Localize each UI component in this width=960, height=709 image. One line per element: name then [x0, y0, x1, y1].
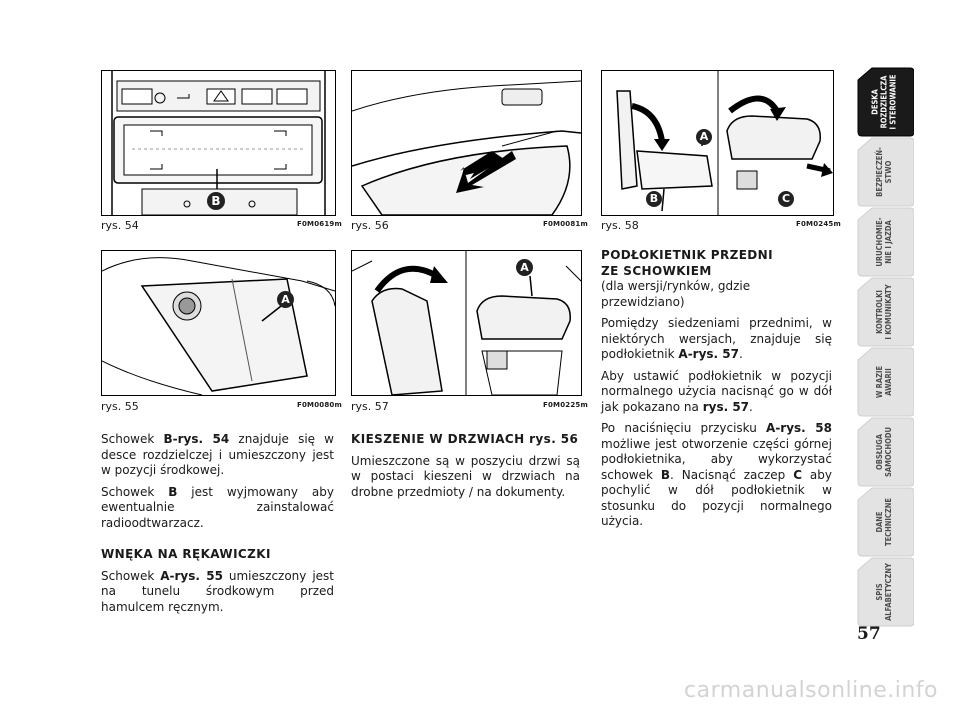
figure-54 — [101, 70, 336, 216]
paragraph: Aby ustawić podłokietnik w pozycji normalnego użycia nacisnąć go w dół jak pokazano na rys. 57. — [601, 368, 832, 414]
tab-label: URUCHOMIE- NIE I JAZDA — [875, 217, 893, 267]
page-number: 57 — [857, 624, 881, 644]
callout-a: A — [696, 129, 712, 145]
tab-dane-techniczne[interactable] — [854, 486, 914, 558]
callout-a: A — [516, 259, 533, 276]
tab-label: SPIS ALFABETYCZNY — [875, 563, 893, 621]
column-3-text — [601, 248, 832, 536]
code-f0m0080m: F0M0080m — [297, 401, 342, 409]
caption-rys-57: rys. 57 — [351, 400, 389, 413]
tab-label: OBSŁUGA SAMOCHODU — [875, 427, 893, 477]
tab-deska-rozdzielcza[interactable] — [854, 66, 914, 138]
armrest-storage-illustration — [602, 71, 833, 215]
subheading: (dla wersji/rynków, gdzie przewidziano) — [601, 279, 751, 309]
figure-55 — [101, 250, 336, 396]
paragraph: Umieszczone są w poszyciu drzwi są w postaci kieszeni w drzwiach na drobne przedmioty / na dokumenty. — [351, 453, 580, 499]
tab-kontrolki[interactable] — [854, 276, 914, 348]
code-f0m0081m: F0M0081m — [543, 220, 588, 228]
tab-obsluga[interactable] — [854, 416, 914, 488]
paragraph: Po naciśnięciu przycisku A-rys. 58 możliwe jest otworzenie części górnej podłokietnika, aby wykorzystać schowek B. Nacisnąć zaczep C aby pochylić w dół podłokietnik w stosunku do pozycji normalnego użycia. — [601, 421, 832, 528]
caption-rys-58: rys. 58 — [601, 219, 639, 232]
column-2-text — [351, 432, 580, 506]
callout-b: B — [207, 192, 225, 210]
column-1-text — [101, 432, 334, 621]
callout-b: B — [646, 191, 662, 207]
tab-spis-alfabetyczny[interactable] — [854, 556, 914, 628]
callout-a: A — [277, 291, 294, 308]
section-heading: WNĘKA NA RĘKAWICZKI — [101, 547, 271, 561]
callout-c: C — [778, 191, 794, 207]
figure-58 — [601, 70, 834, 216]
tunnel-compartment-illustration — [102, 251, 335, 395]
watermark: carmanualsonline.info — [684, 678, 938, 703]
tab-label: DANE TECHNICZNE — [875, 497, 893, 547]
tab-label: W RAZIE AWARII — [875, 365, 893, 399]
paragraph: Schowek A-rys. 55 umieszczony jest na tunelu środkowym przed hamulcem ręcznym. — [101, 568, 334, 614]
section-heading: ZE SCHOWKIEM — [601, 263, 712, 278]
figure-57 — [351, 250, 582, 396]
code-f0m0225m: F0M0225m — [543, 401, 588, 409]
section-heading: KIESZENIE W DRZWIACH rys. 56 — [351, 432, 579, 446]
chapter-sidebar — [854, 66, 914, 621]
caption-rys-56: rys. 56 — [351, 219, 389, 232]
tab-uruchomienie[interactable] — [854, 206, 914, 278]
paragraph: Pomiędzy siedzeniami przednimi, w niektórych wersjach, znajduje się podłokietnik A-rys. 57. — [601, 316, 832, 361]
tab-label: KONTROLKI I KOMUNIKATY — [875, 284, 893, 340]
paragraph: Schowek B jest wyjmowany aby ewentualnie zainstalować radioodtwarzacz. — [101, 484, 334, 530]
code-f0m0245m: F0M0245m — [796, 220, 841, 228]
armrest-lowering-illustration — [352, 251, 581, 395]
tab-label: DESKA ROZDZIELCZA I STEROWANIE — [870, 74, 898, 130]
tab-label: BEZPIECZEŃ- STWO — [875, 147, 893, 197]
figure-56 — [351, 70, 582, 216]
code-f0m0619m: F0M0619m — [297, 220, 342, 228]
paragraph: Schowek B-rys. 54 znajduje się w desce rozdzielczej i umieszczony jest w pozycji środkowej. — [101, 432, 335, 477]
door-pocket-illustration — [352, 71, 581, 215]
tab-w-razie-awarii[interactable] — [854, 346, 914, 418]
caption-rys-54: rys. 54 — [101, 219, 139, 232]
caption-rys-55: rys. 55 — [101, 400, 139, 413]
section-heading: PODŁOKIETNIK PRZEDNI — [601, 248, 773, 262]
tab-bezpieczenstwo[interactable] — [854, 136, 914, 208]
